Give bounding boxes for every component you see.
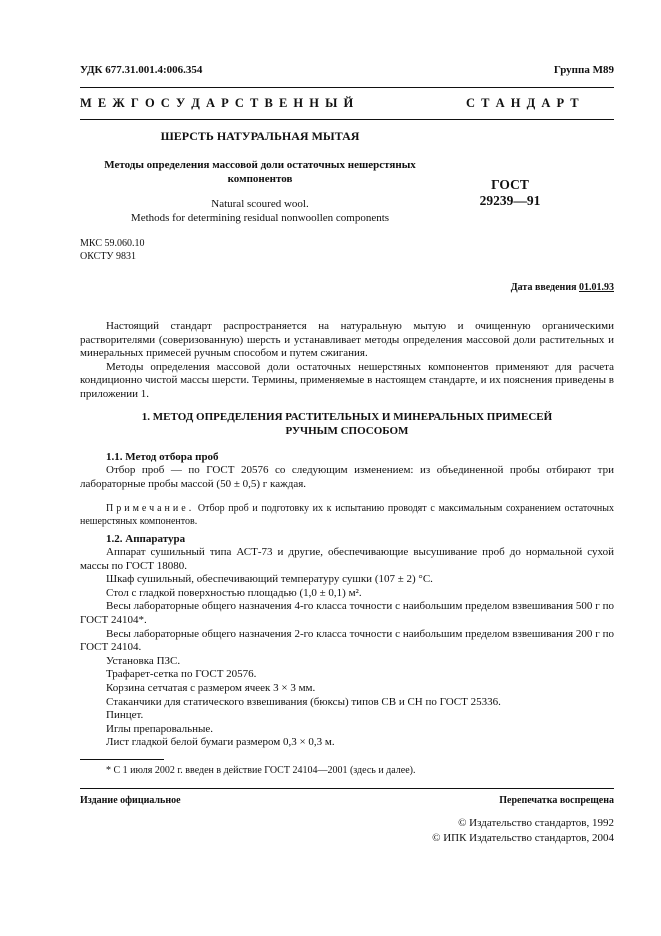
note-label: Примечание. <box>106 503 195 514</box>
gost-label: ГОСТ <box>491 177 529 192</box>
introduction-date-value: 01.01.93 <box>579 282 614 293</box>
apparatus-item: Пинцет. <box>106 709 144 722</box>
apparatus-item: Лист гладкой белой бумаги размером 0,3 × 0,3 м. <box>106 736 335 749</box>
intro-paragraph-2: Методы определения массовой доли остаточных нешерстяных компонентов применяют для расчета кондиционно чистой массы шерсти. Термины, применяемые в настоящем стандарте, и их пояснения приведены в приложении 1. <box>80 360 614 400</box>
subsection-1-1-text <box>80 464 614 491</box>
official-edition: Издание официальное <box>80 795 181 806</box>
subsection-1-1-heading: 1.1. Метод отбора проб <box>106 451 219 463</box>
subsection-1-2-heading: 1.2. Аппаратура <box>106 533 186 545</box>
note-text: Отбор проб и подготовку их к испытанию проводят с максимальным сохранением остаточных нешерстяных компонентов. <box>80 503 614 527</box>
apparatus-item: Аппарат сушильный типа АСТ-73 и другие, обеспечивающие высушивание проб до нормальной сухой массы по ГОСТ 18080. <box>80 546 614 572</box>
apparatus-item: Установка ПЗС. <box>106 654 181 667</box>
apparatus-item: Стаканчики для статического взвешивания (бюксы) типов СВ и СН по ГОСТ 25336. <box>106 695 501 708</box>
apparatus-item: Корзина сетчатая с размером ячеек 3 × 3 мм. <box>106 681 316 694</box>
english-title-line-1: Natural scoured wool. <box>211 198 309 210</box>
introduction-date-label: Дата введения <box>510 282 577 293</box>
document-subtitle <box>80 158 440 186</box>
classification-codes <box>80 237 144 263</box>
banner-interstate: М Е Ж Г О С У Д А Р С Т В Е Н Н Ы Й <box>80 96 355 110</box>
english-title-line-2: Methods for determining residual nonwoollen components <box>130 212 390 224</box>
gost-designation <box>455 177 565 209</box>
apparatus-item: Иглы препаровальные. <box>106 722 214 735</box>
footnote: * С 1 июля 2002 г. введен в действие ГОСТ 24104—2001 (здесь и далее). <box>106 765 416 776</box>
footer-rule <box>80 788 614 789</box>
apparatus-list <box>80 546 614 750</box>
okstu-code: ОКСТУ 9831 <box>80 251 137 262</box>
intro-text <box>80 320 614 402</box>
section-1-title-line-2: РУЧНЫМ СПОСОБОМ <box>285 425 409 437</box>
sampling-text: Отбор проб — по ГОСТ 20576 со следующим изменением: из объединенной пробы отбирают три лабораторные пробы массой (50 ± 0,5) г каждая. <box>80 464 614 490</box>
banner-standard: С Т А Н Д А Р Т <box>466 96 581 110</box>
copyright-1992: © Издательство стандартов, 1992 <box>458 817 614 829</box>
intro-paragraph-1: Настоящий стандарт распространяется на натуральную мытую и очищенную органическими растворителями (соверизованную) шерсть и устанавливает методы определения массовой доли растительных и минеральных примесей ручным способом и путем сжигания. <box>80 320 614 360</box>
subtitle-line-2: компонентов <box>227 173 293 185</box>
section-1-title-line-1: 1. МЕТОД ОПРЕДЕЛЕНИЯ РАСТИТЕЛЬНЫХ И МИНЕРАЛЬНЫХ ПРИМЕСЕЙ <box>141 411 553 423</box>
reprint-notice: Перепечатка воспрещена <box>499 795 614 806</box>
copyright-2004: © ИПК Издательство стандартов, 2004 <box>432 832 614 844</box>
apparatus-item: Стол с гладкой поверхностью площадью (1,0 ± 0,1) м². <box>106 586 362 599</box>
mks-code: МКС 59.060.10 <box>80 238 145 249</box>
apparatus-item: Трафарет-сетка по ГОСТ 20576. <box>106 668 257 681</box>
udk-code: УДК 677.31.001.4:006.354 <box>80 64 203 76</box>
document-title: ШЕРСТЬ НАТУРАЛЬНАЯ МЫТАЯ <box>160 129 360 143</box>
copyright-block <box>432 816 614 846</box>
introduction-date <box>511 282 614 293</box>
top-rule <box>80 87 614 88</box>
group-code: Группа М89 <box>553 64 614 76</box>
footnote-rule <box>80 759 164 760</box>
apparatus-item: Шкаф сушильный, обеспечивающий температуру сушки (107 ± 2) °С. <box>106 573 433 586</box>
english-title <box>80 197 440 225</box>
apparatus-item: Весы лабораторные общего назначения 4-го класса точности с наибольшим пределом взвешивания 500 г по ГОСТ 24104*. <box>80 600 614 626</box>
section-1-title <box>80 410 614 438</box>
banner-rule <box>80 119 614 120</box>
apparatus-item: Весы лабораторные общего назначения 2-го класса точности с наибольшим пределом взвешивания 200 г по ГОСТ 24104. <box>80 627 614 654</box>
note <box>80 502 614 528</box>
subtitle-line-1: Методы определения массовой доли остаточных нешерстяных <box>104 159 416 171</box>
gost-number: 29239—91 <box>479 193 541 208</box>
